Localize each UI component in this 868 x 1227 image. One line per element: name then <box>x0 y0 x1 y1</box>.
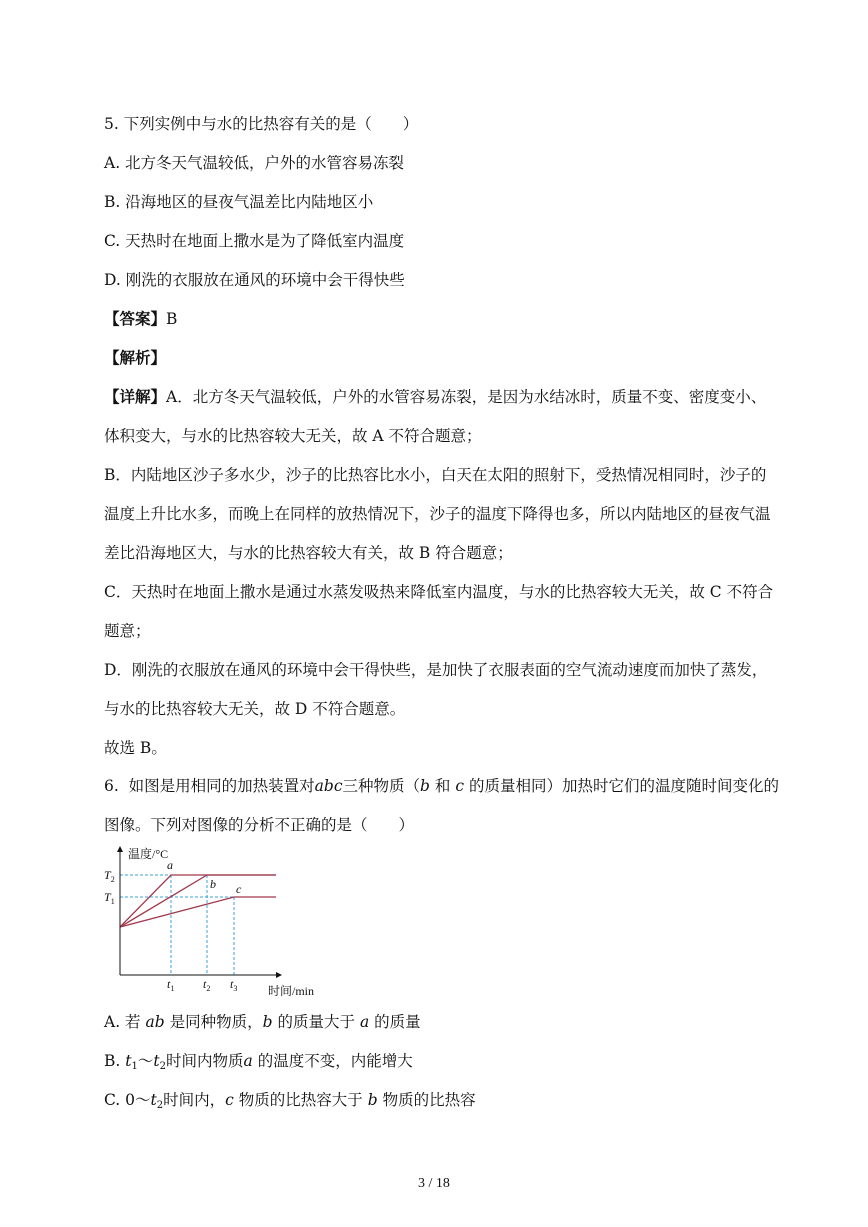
opt-text: 物质的比热容大于 <box>238 1091 363 1109</box>
detail-text: A．北方冬天气温较低，户外的水管容易冻裂，是因为水结冰时，质量不变、密度变小、 <box>166 388 767 406</box>
sub: 2 <box>159 1061 166 1072</box>
x-tick-label: $t_1$ <box>167 977 175 993</box>
detail-line <box>104 387 766 407</box>
answer-label: 【答案】 <box>104 309 167 328</box>
q6-stem-line1 <box>104 776 779 796</box>
detail-line: 差比沿海地区大，与水的比热容较大有关，故 B 符合题意； <box>104 544 513 562</box>
opt-text: B. <box>104 1052 121 1070</box>
answer-value: B <box>166 310 178 328</box>
curve-label-b: b <box>210 877 216 891</box>
var-ab: ab <box>145 1013 165 1031</box>
x-axis-label: 时间/min <box>268 984 315 998</box>
detail-line: D．刚洗的衣服放在通风的环境中会干得快些，是加快了衣服表面的空气流动速度而加快了蒸发， <box>104 661 768 679</box>
curve-c <box>120 897 276 927</box>
q5-option-d: D. 刚洗的衣服放在通风的环境中会干得快些 <box>104 271 405 289</box>
analysis-label: 【解析】 <box>104 348 167 367</box>
var-b: b <box>262 1013 273 1031</box>
var-t: t <box>153 1052 160 1070</box>
q6-number: 6. <box>104 777 119 795</box>
q6-stem-line2: 图像。下列对图像的分析不正确的是（ ） <box>104 816 415 834</box>
temperature-time-graph <box>104 842 324 1000</box>
curve-label-c: c <box>236 882 242 896</box>
detail-label: 【详解】 <box>104 387 167 406</box>
opt-text: ～ <box>137 1052 154 1070</box>
sub: 2 <box>156 1100 164 1111</box>
detail-line: B．内陆地区沙子多水少，沙子的比热容比水小，白天在太阳的照射下，受热情况相同时，沙子的 <box>104 466 767 484</box>
opt-text: A. 若 <box>104 1013 141 1031</box>
detail-line: 题意； <box>104 622 151 640</box>
q6-option-a <box>104 1012 421 1032</box>
opt-text: 是同种物质， <box>169 1013 263 1031</box>
opt-text: C. 0～ <box>104 1091 151 1109</box>
q6-stem-text: 和 <box>434 777 451 795</box>
opt-text: 的温度不变，内能增大 <box>257 1052 413 1070</box>
q6-stem-text: 如图是用相同的加热装置对 <box>128 777 315 795</box>
detail-line: 与水的比热容较大无关，故 D 不符合题意。 <box>104 700 406 718</box>
q5-option-c: C. 天热时在地面上撒水是为了降低室内温度 <box>104 232 405 250</box>
q6-var-b: b <box>420 777 430 795</box>
q6-option-b <box>104 1051 413 1071</box>
detail-line: 温度上升比水多，而晚上在同样的放热情况下，沙子的温度下降得也多，所以内陆地区的昼夜气温 <box>104 505 771 523</box>
var-c: c <box>225 1091 234 1109</box>
curve-a <box>120 875 276 927</box>
x-tick-label: $t_2$ <box>203 977 211 993</box>
var-a: a <box>243 1052 253 1070</box>
page-number: 3 / 18 <box>418 1176 450 1191</box>
detail-line: 体积变大，与水的比热容较大无关，故 A 不符合题意； <box>104 427 482 445</box>
detail-line: C．天热时在地面上撒水是通过水蒸发吸热来降低室内温度，与水的比热容较大无关，故 C 不符合 <box>104 583 774 601</box>
x-tick-label: $t_3$ <box>230 977 238 993</box>
guide-lines <box>120 875 234 975</box>
q5-option-a: A. 北方冬天气温较低，户外的水管容易冻裂 <box>104 154 405 172</box>
q6-stem-text: 三种物质（ <box>342 777 421 795</box>
var-t: t <box>150 1091 157 1109</box>
q5-stem: 5. 下列实例中与水的比热容有关的是（ ） <box>104 115 419 133</box>
q6-option-c <box>104 1090 476 1110</box>
sub: 1 <box>131 1061 138 1072</box>
var-t: t <box>125 1052 132 1070</box>
y-axis-arrow <box>117 846 123 852</box>
q6-var-abc: abc <box>314 777 343 795</box>
y-tick-label: $T_2$ <box>104 868 115 884</box>
curves <box>120 875 276 927</box>
q5-answer <box>104 309 177 329</box>
q5-option-b: B. 沿海地区的昼夜气温差比内陆地区小 <box>104 193 374 211</box>
var-a: a <box>359 1013 370 1031</box>
opt-text: 的质量大于 <box>277 1013 356 1031</box>
x-axis-arrow <box>276 972 282 978</box>
opt-text: 时间内， <box>163 1091 226 1109</box>
var-b: b <box>367 1091 378 1109</box>
detail-line: 故选 B。 <box>104 739 167 757</box>
q6-stem-text: 的质量相同）加热时它们的温度随时间变化的 <box>469 777 780 795</box>
opt-text: 物质的比热容 <box>382 1091 476 1109</box>
opt-text: 的质量 <box>374 1013 421 1031</box>
q6-var-c: c <box>455 777 465 795</box>
opt-text: 时间内物质 <box>166 1052 244 1070</box>
y-tick-label: $T_1$ <box>104 890 115 906</box>
y-axis-label: 温度/°C <box>128 847 169 861</box>
curve-label-a: a <box>167 858 173 872</box>
curve-b <box>120 875 276 927</box>
